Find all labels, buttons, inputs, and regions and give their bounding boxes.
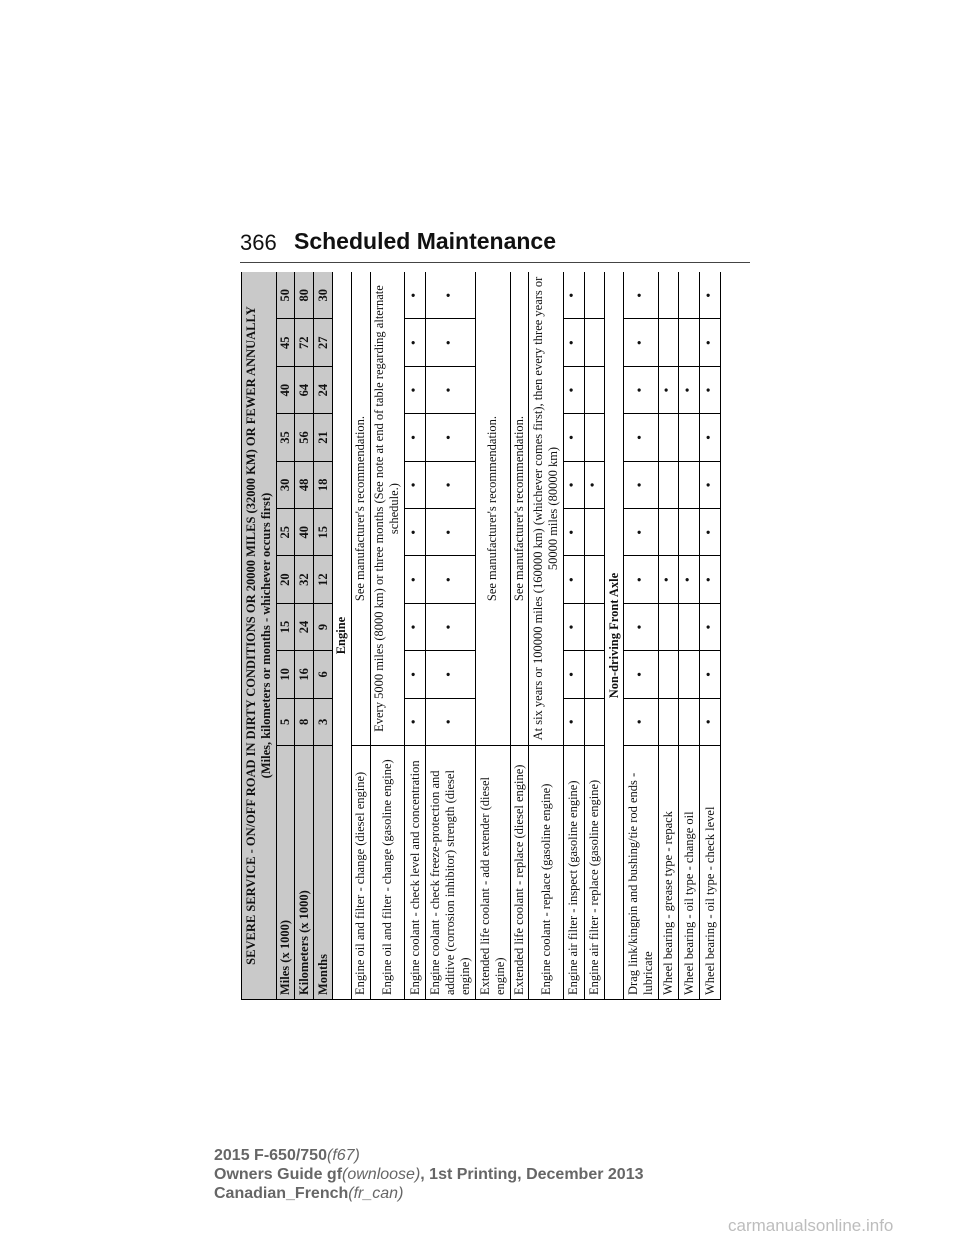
table-title-row xyxy=(242,272,277,1000)
service-mark: • xyxy=(405,698,426,745)
months-row-value: 12 xyxy=(314,556,333,603)
miles-row-label: Miles (x 1000) xyxy=(276,746,295,1000)
service-mark: • xyxy=(405,272,426,319)
footer-model: 2015 F-650/750 xyxy=(214,1147,327,1164)
service-item-label: Engine air filter - inspect (gasoline engine) xyxy=(563,746,584,1000)
service-mark: • xyxy=(425,698,475,745)
footer-guide-code: (ownloose) xyxy=(342,1166,421,1183)
page-header xyxy=(240,228,750,263)
service-mark: • xyxy=(700,319,721,366)
table-row xyxy=(700,272,721,1000)
months-row-value: 21 xyxy=(314,414,333,461)
service-item-label: Engine oil and filter - change (diesel engine) xyxy=(351,746,370,1000)
service-note: Every 5000 miles (8000 km) or three months (See note at end of table regarding alternate schedule.) xyxy=(370,272,405,746)
service-mark: • xyxy=(624,509,659,556)
miles-row-value: 10 xyxy=(276,651,295,698)
section-row xyxy=(333,272,352,1000)
table-title-cell xyxy=(242,272,277,1000)
service-mark: • xyxy=(563,698,584,745)
service-mark: • xyxy=(405,651,426,698)
months-row-label: Months xyxy=(314,746,333,1000)
service-mark: • xyxy=(425,366,475,413)
service-mark: • xyxy=(405,461,426,508)
service-mark: • xyxy=(700,509,721,556)
months-row-value: 18 xyxy=(314,461,333,508)
service-mark: • xyxy=(624,651,659,698)
service-mark: • xyxy=(405,366,426,413)
service-mark: • xyxy=(624,461,659,508)
service-note: See manufacturer's recommendation. xyxy=(510,272,529,746)
page-number: 366 xyxy=(240,230,277,255)
service-mark: • xyxy=(700,698,721,745)
service-mark xyxy=(679,414,700,461)
miles-row-value: 35 xyxy=(276,414,295,461)
service-item-label: Engine air filter - replace (gasoline engine) xyxy=(584,746,605,1000)
service-item-label: Wheel bearing - oil type - check level xyxy=(700,746,721,1000)
service-mark xyxy=(584,366,605,413)
service-mark xyxy=(679,651,700,698)
service-mark: • xyxy=(679,366,700,413)
severe-service-table xyxy=(241,272,721,1000)
service-mark: • xyxy=(405,603,426,650)
footer-line-3 xyxy=(214,1184,643,1203)
service-mark xyxy=(584,556,605,603)
service-mark xyxy=(679,319,700,366)
footer-printing: , 1st Printing, December 2013 xyxy=(420,1166,644,1183)
kilometers-row-value: 72 xyxy=(295,319,314,366)
months-row-value: 24 xyxy=(314,366,333,413)
service-mark: • xyxy=(624,603,659,650)
kilometers-row-value: 32 xyxy=(295,556,314,603)
service-mark: • xyxy=(624,698,659,745)
table-row xyxy=(351,272,370,1000)
miles-row-value: 5 xyxy=(276,698,295,745)
service-mark: • xyxy=(624,319,659,366)
table-row xyxy=(370,272,405,1000)
service-mark: • xyxy=(624,414,659,461)
months-row-value: 9 xyxy=(314,603,333,650)
miles-row-value: 40 xyxy=(276,366,295,413)
miles-row-value: 45 xyxy=(276,319,295,366)
service-item-label: Extended life coolant - replace (diesel engine) xyxy=(510,746,529,1000)
service-mark: • xyxy=(425,272,475,319)
months-row-value: 27 xyxy=(314,319,333,366)
service-mark: • xyxy=(563,651,584,698)
service-mark: • xyxy=(563,556,584,603)
table-row xyxy=(624,272,659,1000)
footer-guide: Owners Guide gf xyxy=(214,1166,343,1183)
service-mark: • xyxy=(425,319,475,366)
service-mark: • xyxy=(425,461,475,508)
service-item-label: Engine oil and filter - change (gasoline engine) xyxy=(370,746,405,1000)
rotated-table-container xyxy=(241,272,721,1000)
months-row-value: 3 xyxy=(314,698,333,745)
service-mark: • xyxy=(405,414,426,461)
table-row xyxy=(510,272,529,1000)
service-mark: • xyxy=(425,556,475,603)
service-mark xyxy=(584,272,605,319)
footer-model-code: (f67) xyxy=(326,1147,360,1164)
service-mark: • xyxy=(679,556,700,603)
table-row xyxy=(476,272,511,1000)
rotated-table xyxy=(241,272,721,1000)
service-mark: • xyxy=(563,366,584,413)
service-mark xyxy=(658,698,679,745)
service-item-label: Engine coolant - check level and concentration xyxy=(405,746,426,1000)
service-mark: • xyxy=(624,366,659,413)
service-mark xyxy=(584,698,605,745)
section-title: Scheduled Maintenance xyxy=(294,228,557,254)
service-mark xyxy=(679,509,700,556)
section-title: Engine xyxy=(333,272,352,1000)
miles-row-value: 30 xyxy=(276,461,295,508)
service-item-label: Engine coolant - check freeze-protection and additive (corrosion inhibitor) strength (diesel engine) xyxy=(425,746,475,1000)
service-mark xyxy=(679,698,700,745)
months-row-value: 6 xyxy=(314,651,333,698)
service-mark: • xyxy=(425,603,475,650)
service-mark xyxy=(658,461,679,508)
service-mark xyxy=(584,603,605,650)
miles-row-value: 20 xyxy=(276,556,295,603)
footer-language: Canadian_French xyxy=(214,1185,349,1202)
service-mark: • xyxy=(563,461,584,508)
miles-row xyxy=(276,272,295,1000)
service-item-label: Wheel bearing - grease type - repack xyxy=(658,746,679,1000)
table-row xyxy=(584,272,605,1000)
service-mark: • xyxy=(700,556,721,603)
service-mark: • xyxy=(624,272,659,319)
service-mark: • xyxy=(700,272,721,319)
table-row xyxy=(658,272,679,1000)
service-mark: • xyxy=(563,319,584,366)
service-mark: • xyxy=(700,651,721,698)
service-mark xyxy=(584,414,605,461)
service-mark: • xyxy=(405,319,426,366)
service-mark xyxy=(584,319,605,366)
service-mark: • xyxy=(584,461,605,508)
service-mark: • xyxy=(700,366,721,413)
service-mark xyxy=(658,603,679,650)
service-mark: • xyxy=(425,509,475,556)
service-mark: • xyxy=(658,366,679,413)
table-row xyxy=(425,272,475,1000)
kilometers-row-value: 16 xyxy=(295,651,314,698)
service-mark: • xyxy=(700,461,721,508)
service-mark: • xyxy=(425,414,475,461)
service-mark: • xyxy=(405,509,426,556)
table-title: SEVERE SERVICE - ON/OFF ROAD IN DIRTY CONDITIONS OR 20000 MILES (32000 KM) OR FEWER ANNUALLY xyxy=(243,306,258,965)
service-mark: • xyxy=(425,651,475,698)
kilometers-row-value: 56 xyxy=(295,414,314,461)
service-mark xyxy=(584,651,605,698)
footer-line-2 xyxy=(214,1165,643,1184)
service-note: At six years or 100000 miles (160000 km) (whichever comes first), then every three years or 50000 miles (80000 km) xyxy=(529,272,564,746)
section-row xyxy=(605,272,624,1000)
service-note: See manufacturer's recommendation. xyxy=(351,272,370,746)
service-mark: • xyxy=(563,509,584,556)
table-row xyxy=(679,272,700,1000)
service-mark xyxy=(658,272,679,319)
kilometers-row-value: 40 xyxy=(295,509,314,556)
table-row xyxy=(529,272,564,1000)
service-mark: • xyxy=(700,414,721,461)
miles-row-value: 25 xyxy=(276,509,295,556)
service-mark xyxy=(679,272,700,319)
service-mark: • xyxy=(563,272,584,319)
service-mark xyxy=(658,414,679,461)
service-mark xyxy=(658,509,679,556)
section-title: Non-driving Front Axle xyxy=(605,272,624,1000)
watermark: carmanualsonline.info xyxy=(728,1216,894,1235)
service-item-label: Drag link/kingpin and bushing/tie rod ends - lubricate xyxy=(624,746,659,1000)
months-row xyxy=(314,272,333,1000)
service-mark xyxy=(679,603,700,650)
table-row xyxy=(405,272,426,1000)
service-mark xyxy=(658,319,679,366)
footer-line-1 xyxy=(214,1146,643,1165)
table-row xyxy=(563,272,584,1000)
service-mark: • xyxy=(405,556,426,603)
footer xyxy=(214,1146,643,1203)
kilometers-row-value: 80 xyxy=(295,272,314,319)
service-mark xyxy=(679,461,700,508)
service-mark: • xyxy=(563,603,584,650)
service-item-label: Extended life coolant - add extender (diesel engine) xyxy=(476,746,511,1000)
table-subtitle: (Miles, kilometers or months - whichever occurs first) xyxy=(258,492,273,779)
months-row-value: 30 xyxy=(314,272,333,319)
miles-row-value: 15 xyxy=(276,603,295,650)
service-note: See manufacturer's recommendation. xyxy=(476,272,511,746)
service-mark xyxy=(584,509,605,556)
months-row-value: 15 xyxy=(314,509,333,556)
service-item-label: Engine coolant - replace (gasoline engine) xyxy=(529,746,564,1000)
service-mark xyxy=(658,651,679,698)
footer-language-code: (fr_can) xyxy=(348,1185,404,1202)
kilometers-row-label: Kilometers (x 1000) xyxy=(295,746,314,1000)
miles-row-value: 50 xyxy=(276,272,295,319)
service-mark: • xyxy=(700,603,721,650)
service-item-label: Wheel bearing - oil type - change oil xyxy=(679,746,700,1000)
kilometers-row-value: 48 xyxy=(295,461,314,508)
service-mark: • xyxy=(624,556,659,603)
service-mark: • xyxy=(563,414,584,461)
service-mark: • xyxy=(658,556,679,603)
kilometers-row-value: 8 xyxy=(295,698,314,745)
kilometers-row-value: 64 xyxy=(295,366,314,413)
kilometers-row xyxy=(295,272,314,1000)
kilometers-row-value: 24 xyxy=(295,603,314,650)
